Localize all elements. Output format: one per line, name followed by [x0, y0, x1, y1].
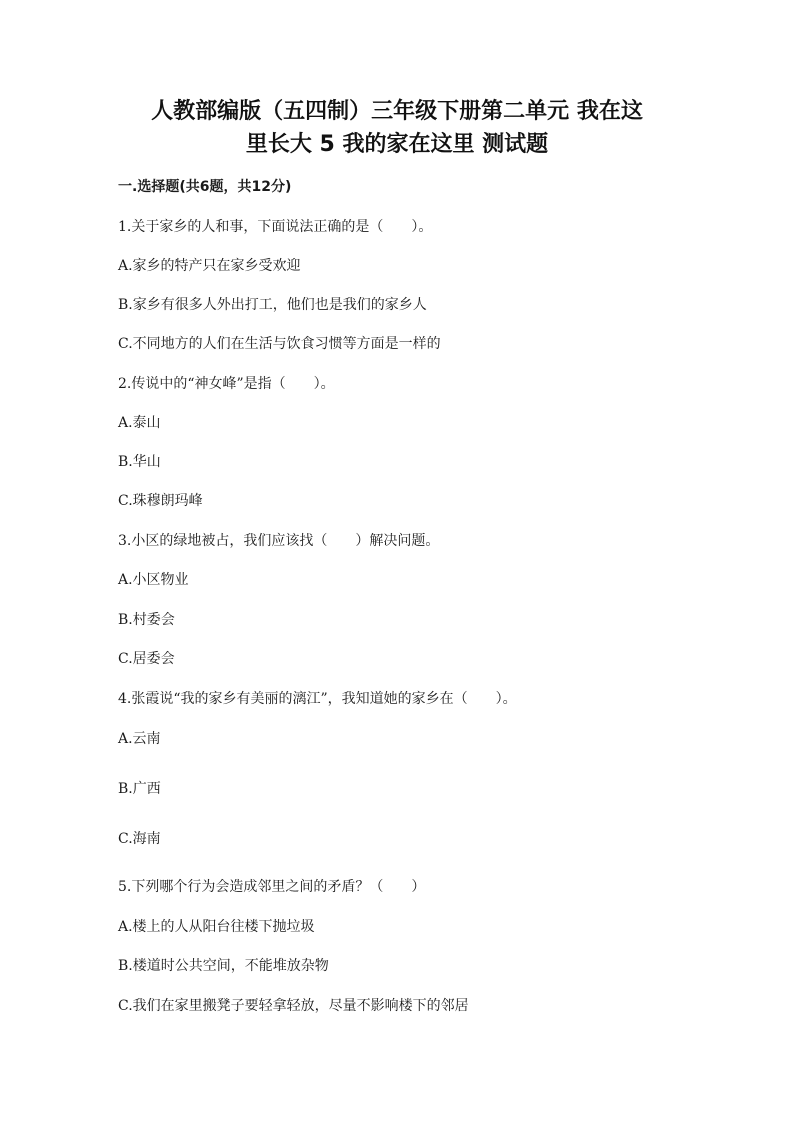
document-title-line-1: 人教部编版（五四制）三年级下册第二单元 我在这 — [151, 99, 643, 124]
question-4-stem: 4.张霞说“我的家乡有美丽的漓江”，我知道她的家乡在（ ）。 — [118, 691, 517, 707]
question-3-option-a: A.小区物业 — [118, 572, 189, 588]
question-2-option-a: A.泰山 — [118, 415, 161, 431]
question-4-option-a: A.云南 — [118, 731, 161, 747]
question-5-option-b: B.楼道时公共空间，不能堆放杂物 — [118, 958, 329, 974]
question-2-option-c: C.珠穆朗玛峰 — [118, 493, 203, 509]
question-5-option-a: A.楼上的人从阳台往楼下抛垃圾 — [118, 919, 315, 935]
question-5-option-c: C.我们在家里搬凳子要轻拿轻放，尽量不影响楼下的邻居 — [118, 998, 469, 1014]
section-heading: 一.选择题(共6题，共12分) — [118, 179, 292, 195]
document-title-line-2: 里长大 5 我的家在这里 测试题 — [245, 132, 549, 157]
question-1-option-a: A.家乡的特产只在家乡受欢迎 — [118, 258, 301, 274]
question-4-option-b: B.广西 — [118, 781, 161, 797]
question-2-option-b: B.华山 — [118, 454, 161, 470]
question-3-option-c: C.居委会 — [118, 651, 175, 667]
question-1-stem: 1.关于家乡的人和事，下面说法正确的是（ ）。 — [118, 219, 433, 235]
question-1-option-b: B.家乡有很多人外出打工，他们也是我们的家乡人 — [118, 297, 427, 313]
question-5-stem: 5.下列哪个行为会造成邻里之间的矛盾？（ ） — [118, 879, 426, 895]
question-1-option-c: C.不同地方的人们在生活与饮食习惯等方面是一样的 — [118, 336, 441, 352]
question-3-option-b: B.村委会 — [118, 612, 175, 628]
question-3-stem: 3.小区的绿地被占，我们应该找（ ）解决问题。 — [118, 533, 440, 549]
question-4-option-c: C.海南 — [118, 831, 161, 847]
question-2-stem: 2.传说中的“神女峰”是指（ ）。 — [118, 376, 335, 392]
